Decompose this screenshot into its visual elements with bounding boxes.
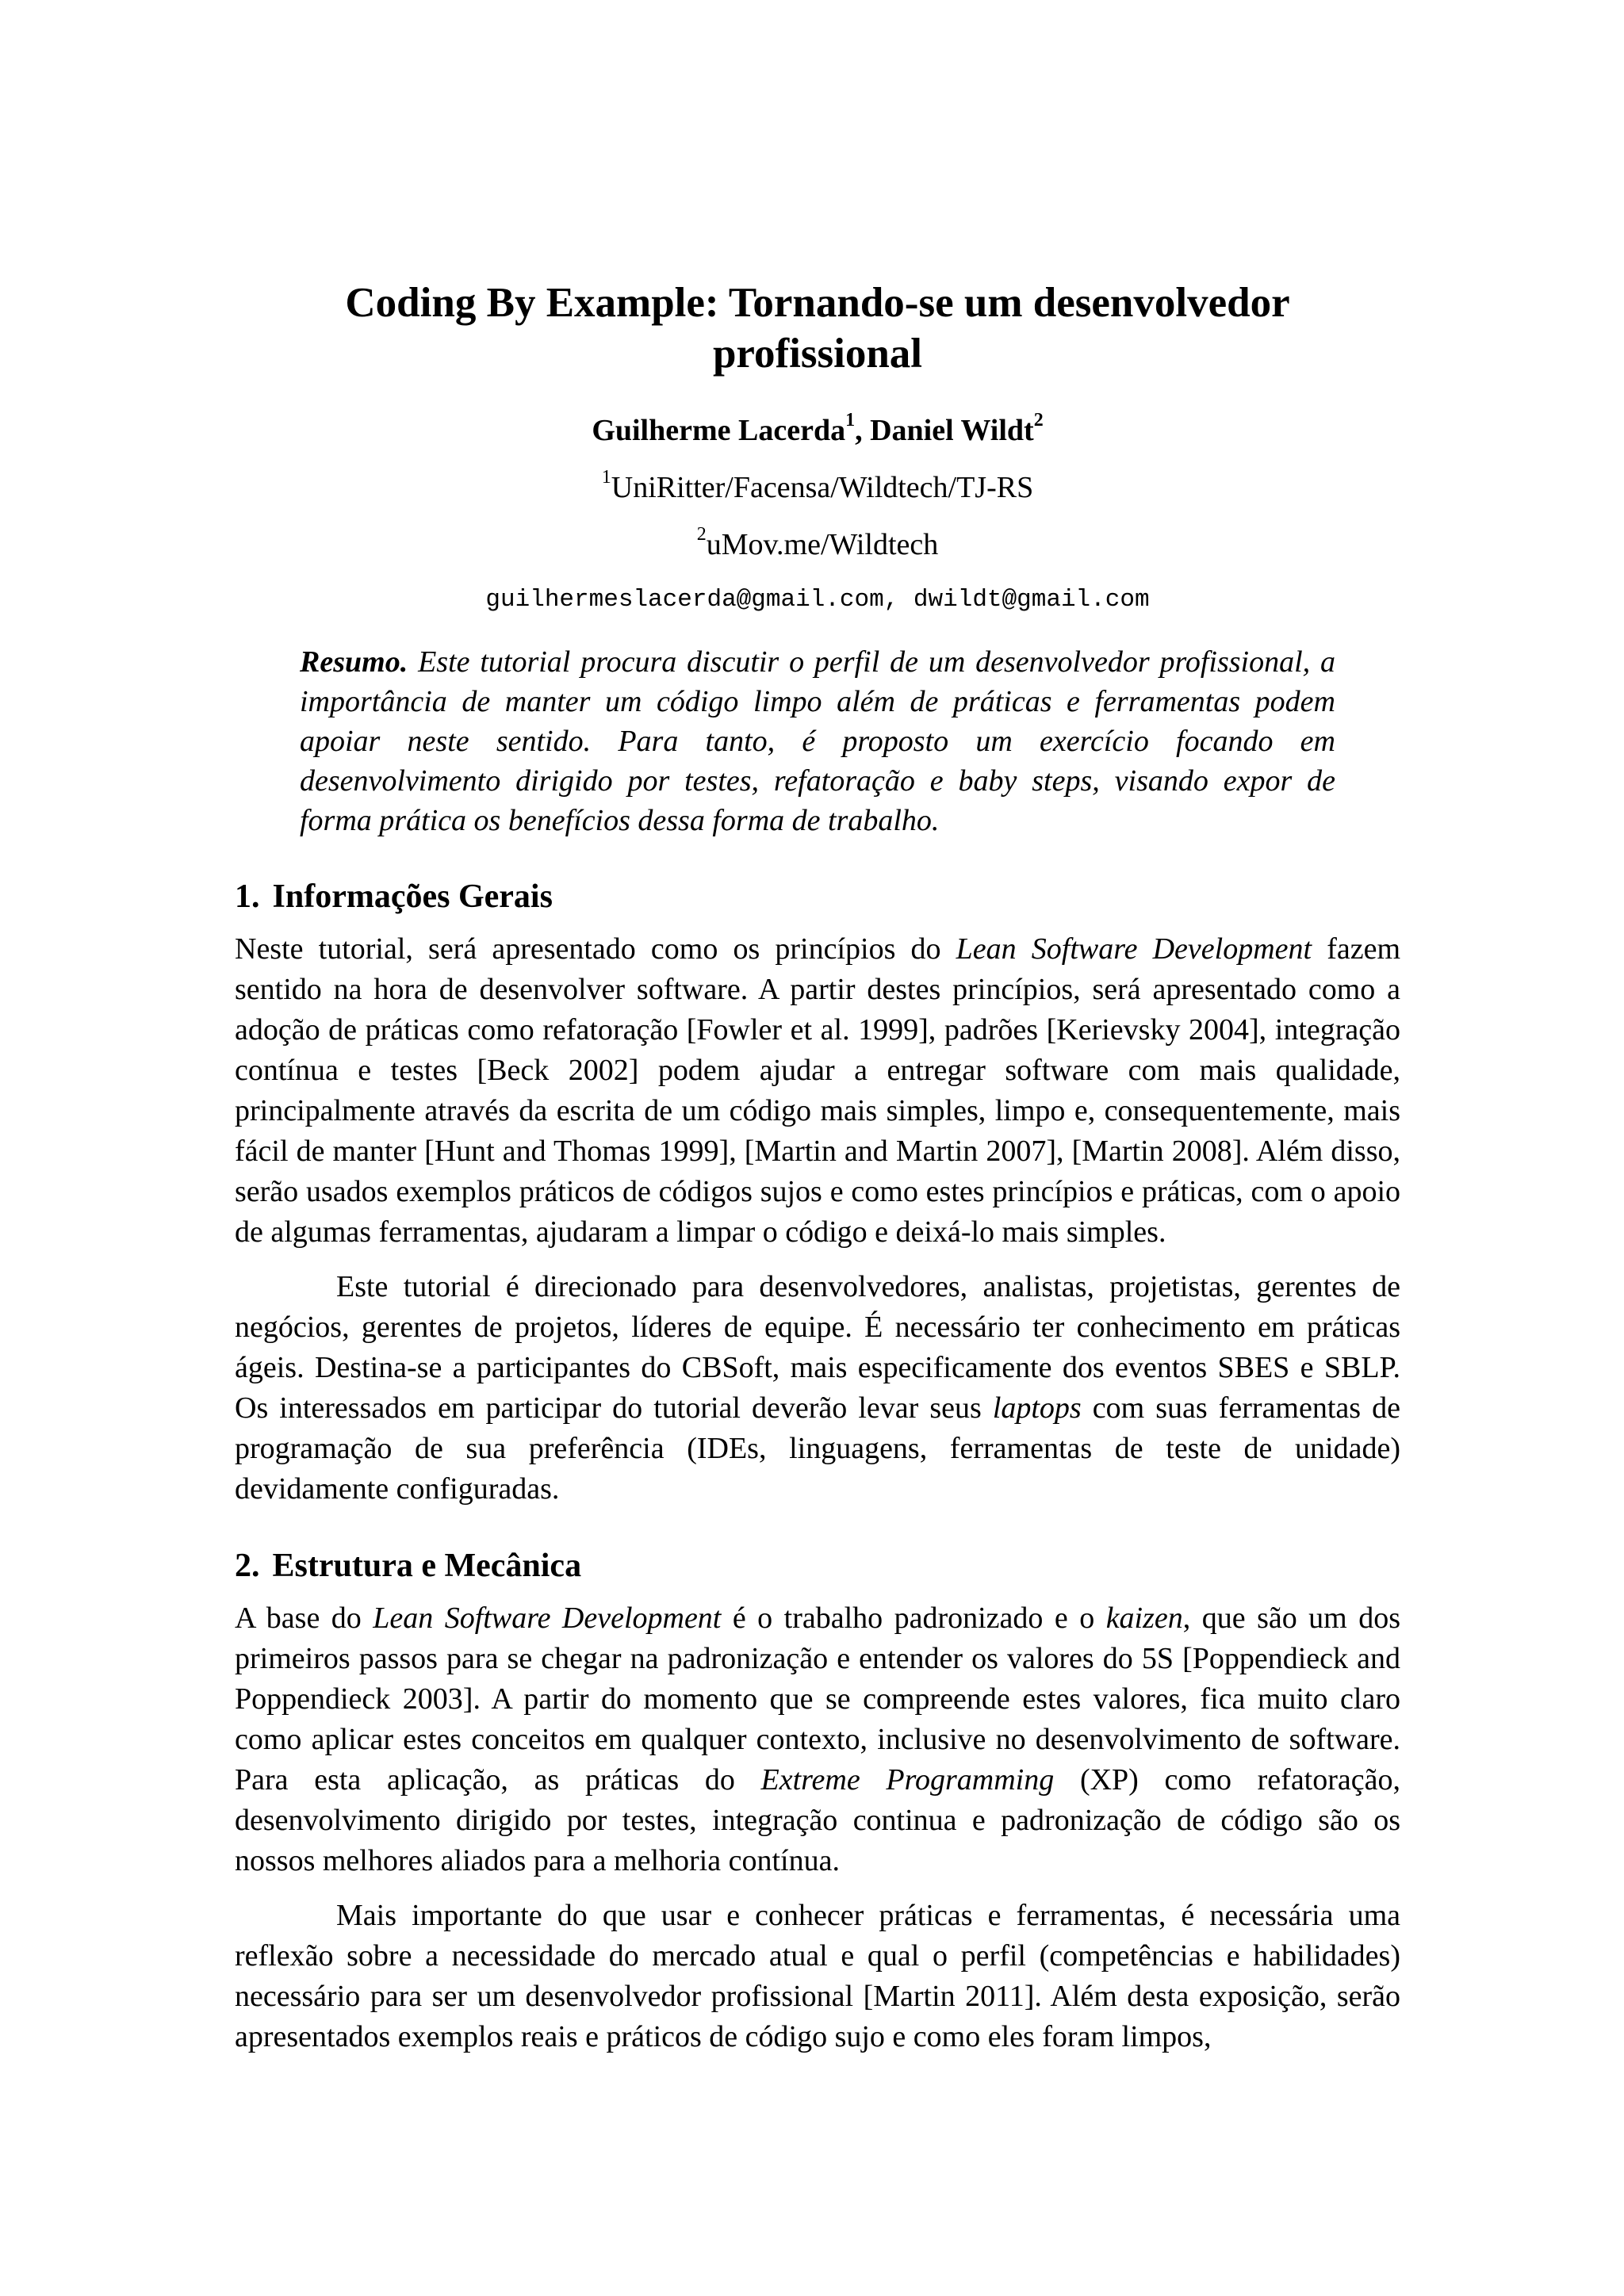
paragraph bbox=[235, 1598, 1400, 1881]
paragraph-text: é o trabalho padronizado e o bbox=[721, 1601, 1106, 1635]
affiliation-2 bbox=[235, 525, 1400, 564]
paper-page bbox=[235, 277, 1400, 2072]
paragraph-text: Este tutorial é direcionado para desenvolvedores, analistas, projetistas, gerentes de negócios, gerentes de projetos, líderes de equipe. É necessário ter conhecimento em práticas ágeis. Destina-se a participantes do CBSoft, mais especificamente dos eventos SBES e SBLP. Os interessados em participar do tutorial deverão levar seus bbox=[235, 1270, 1400, 1425]
section-heading-1 bbox=[235, 875, 1400, 918]
section-number: 2. bbox=[235, 1548, 260, 1584]
affiliation-mark: 1 bbox=[845, 410, 856, 431]
affiliation-mark: 2 bbox=[696, 524, 707, 545]
section-title-text: Informações Gerais bbox=[272, 878, 553, 915]
title-line-1: Coding By Example: Tornando-se um desenvolvedor bbox=[345, 280, 1290, 326]
abstract-text: Este tutorial procura discutir o perfil de um desenvolvedor profissional, a importância de manter um código limpo além de práticas e ferramentas podem apoiar neste sentido. Para tanto, é proposto um exercício focando em desenvolvimento dirigido por testes, refatoração e baby steps, visando expor de forma prática os benefícios dessa forma de trabalho. bbox=[300, 645, 1336, 837]
paragraph-text: , que são um dos primeiros passos para se chegar na padronização e entender os valores do 5S [Poppendieck and Poppendieck 2003]. A partir do momento que se compreende estes valores, fica muito claro como aplicar estes conceitos em qualquer contexto, inclusive no desenvolvimento de software. Para esta aplicação, as práticas do bbox=[235, 1601, 1400, 1797]
paragraph-text: Mais importante do que usar e conhecer práticas e ferramentas, é necessária uma reflexão sobre a necessidade do mercado atual e qual o perfil (competências e habilidades) necessário para ser um desenvolvedor profissional [Martin 2011]. Além desta exposição, serão apresentados exemplos reais e práticos de código sujo e como eles foram limpos, bbox=[235, 1899, 1400, 2053]
emphasis-text: Lean Software Development bbox=[373, 1601, 722, 1635]
affiliation-mark: 1 bbox=[601, 467, 611, 488]
affiliation-text: uMov.me/Wildtech bbox=[706, 528, 939, 561]
paper-title bbox=[235, 277, 1400, 379]
paragraph bbox=[235, 1267, 1400, 1510]
paragraph bbox=[235, 1896, 1400, 2057]
emphasis-text: Lean Software Development bbox=[956, 932, 1312, 966]
emphasis-text: kaizen bbox=[1105, 1601, 1183, 1635]
paragraph bbox=[235, 929, 1400, 1253]
paragraph-text: fazem sentido na hora de desenvolver software. A partir destes princípios, será apresentado como a adoção de práticas como refatoração [Fowler et al. 1999], padrões [Kerievsky 2004], integração contínua e testes [Beck 2002] podem ajudar a entregar software com mais qualidade, principalmente através da escrita de um código mais simples, limpo e, consequentemente, mais fácil de manter [Hunt and Thomas 1999], [Martin and Martin 2007], [Martin 2008]. Além disso, serão usados exemplos práticos de códigos sujos e como estes princípios e práticas, com o apoio de algumas ferramentas, ajudaram a limpar o código e deixá-lo mais simples. bbox=[235, 932, 1401, 1249]
author-name: Guilherme Lacerda bbox=[592, 414, 846, 447]
author-emails: guilhermeslacerda@gmail.com, dwildt@gmail.com bbox=[485, 586, 1150, 614]
paragraph-text: com suas ferramentas de programação de sua preferência (IDEs, linguagens, ferramentas de teste de unidade) devidamente configuradas. bbox=[235, 1391, 1400, 1506]
affiliation-mark: 2 bbox=[1033, 410, 1044, 431]
emphasis-text: laptops bbox=[992, 1391, 1082, 1425]
author-separator: , bbox=[855, 414, 871, 447]
abstract-label: Resumo. bbox=[300, 645, 408, 679]
abstract bbox=[300, 642, 1335, 840]
paragraph-text: A base do bbox=[235, 1601, 373, 1635]
author-list bbox=[235, 411, 1400, 450]
affiliation-1 bbox=[235, 468, 1400, 507]
author-name: Daniel Wildt bbox=[870, 414, 1034, 447]
section-number: 1. bbox=[235, 878, 260, 915]
section-heading-2 bbox=[235, 1544, 1400, 1587]
affiliation-text: UniRitter/Facensa/Wildtech/TJ-RS bbox=[611, 471, 1034, 504]
emphasis-text: Extreme Programming bbox=[760, 1763, 1055, 1797]
title-line-2: profissional bbox=[712, 331, 923, 377]
paragraph-text: (XP) como refatoração, desenvolvimento dirigido por testes, integração continua e padronização de código são os nossos melhores aliados para a melhoria contínua. bbox=[235, 1763, 1400, 1877]
paragraph-text: Neste tutorial, será apresentado como os princípios do bbox=[235, 932, 956, 966]
section-title-text: Estrutura e Mecânica bbox=[272, 1548, 582, 1584]
